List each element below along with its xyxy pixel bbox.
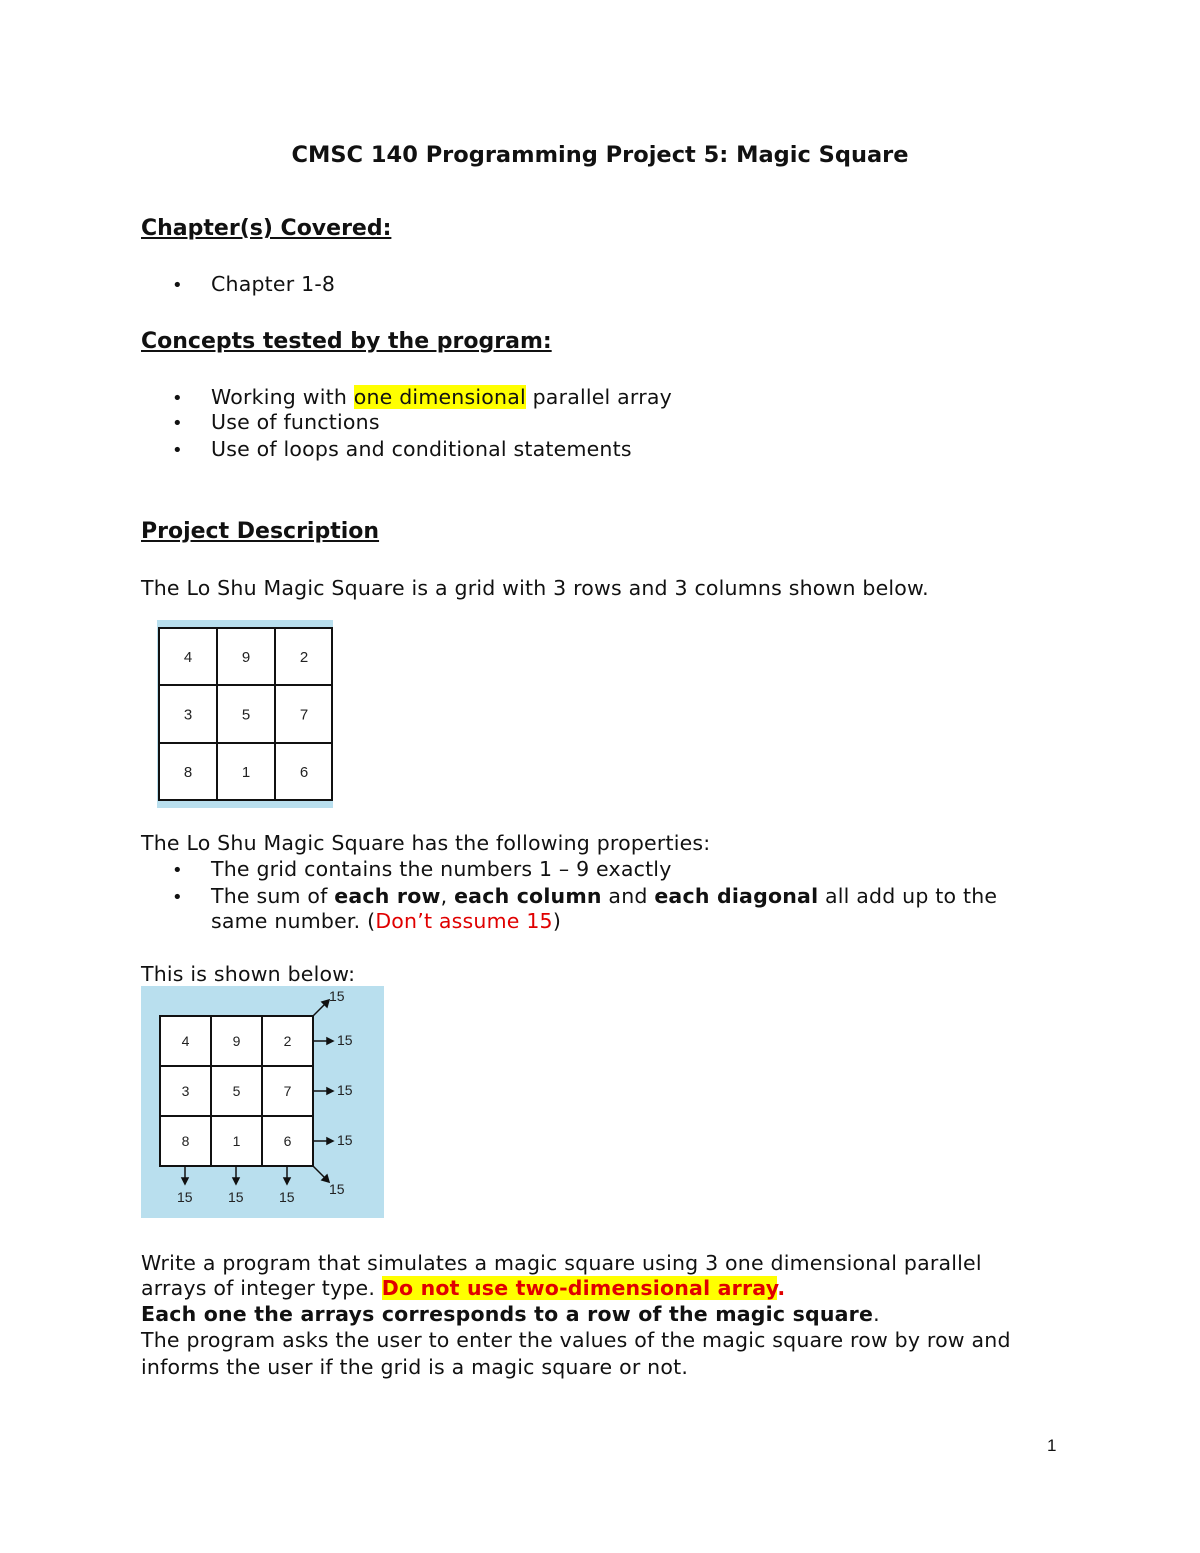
bullet-icon: • xyxy=(172,887,183,908)
grid-cell-value: 7 xyxy=(299,706,309,724)
property-2-continued xyxy=(211,909,561,933)
bold-text: each column xyxy=(454,884,602,908)
text: all add up to the xyxy=(818,884,998,908)
grid-cell-value: 4 xyxy=(183,648,193,666)
col-sum-label: 15 xyxy=(228,1189,244,1205)
description-intro: The Lo Shu Magic Square is a grid with 3 rows and 3 columns shown below. xyxy=(141,576,929,600)
grid-cell-value: 1 xyxy=(232,1133,241,1149)
paragraph-2 xyxy=(141,1302,880,1326)
bullet-icon: • xyxy=(172,388,183,409)
magic-square-sums-figure xyxy=(141,986,384,1218)
grid-cell-value: 3 xyxy=(181,1083,190,1099)
grid-cell-value: 8 xyxy=(183,763,193,781)
properties-intro: The Lo Shu Magic Square has the following properties: xyxy=(141,831,711,855)
text: ) xyxy=(552,909,562,933)
concept-text: parallel array xyxy=(525,385,672,409)
diag-sum-label: 15 xyxy=(329,988,345,1004)
bold-text: Each one the arrays corresponds to a row of the magic square xyxy=(141,1302,874,1326)
grid-cell-value: 8 xyxy=(181,1133,190,1149)
row-sum-label: 15 xyxy=(337,1132,353,1148)
bold-text: each row xyxy=(334,884,441,908)
text: and xyxy=(601,884,655,908)
concept-item-3: Use of loops and conditional statements xyxy=(211,437,632,461)
row-sum-label: 15 xyxy=(337,1082,353,1098)
grid-cell-value: 2 xyxy=(283,1033,292,1049)
col-sum-label: 15 xyxy=(279,1189,295,1205)
concepts-heading: Concepts tested by the program: xyxy=(141,329,552,354)
grid-cell-value: 6 xyxy=(299,763,309,781)
concept-item-1 xyxy=(211,385,672,409)
paragraph-3-line-2: informs the user if the grid is a magic square or not. xyxy=(141,1355,689,1379)
bold-text: each diagonal xyxy=(654,884,819,908)
grid-cell-value: 5 xyxy=(241,706,251,724)
description-heading: Project Description xyxy=(141,519,380,544)
property-2 xyxy=(211,884,997,908)
lo-shu-grid-figure xyxy=(157,620,333,808)
grid-cell-value: 7 xyxy=(283,1083,292,1099)
magic-square-sums-svg xyxy=(141,986,384,1218)
grid-cell-value: 5 xyxy=(232,1083,241,1099)
diag-sum-label: 15 xyxy=(329,1181,345,1197)
bullet-icon: • xyxy=(172,275,183,296)
grid-cell-value: 2 xyxy=(299,648,309,666)
lo-shu-grid-svg xyxy=(157,620,333,808)
shown-below: This is shown below: xyxy=(141,962,356,986)
bullet-icon: • xyxy=(172,413,183,434)
grid-cell-value: 6 xyxy=(283,1133,292,1149)
text: . xyxy=(777,1276,786,1300)
bullet-icon: • xyxy=(172,440,183,461)
bullet-icon: • xyxy=(172,860,183,881)
chapters-heading: Chapter(s) Covered: xyxy=(141,216,392,241)
grid-cell-value: 9 xyxy=(232,1033,241,1049)
chapter-item: Chapter 1-8 xyxy=(211,272,336,296)
concept-item-2: Use of functions xyxy=(211,410,380,434)
text: same number. ( xyxy=(211,909,376,933)
highlighted-text: one dimensional xyxy=(353,385,526,409)
paragraph-1-line-2 xyxy=(141,1276,785,1300)
grid-cell-value: 1 xyxy=(241,763,251,781)
row-sum-label: 15 xyxy=(337,1032,353,1048)
warning-text: Don’t assume 15 xyxy=(375,909,553,933)
text: The sum of xyxy=(211,884,335,908)
col-sum-label: 15 xyxy=(177,1189,193,1205)
grid-cell-value: 3 xyxy=(183,706,193,724)
grid-cell-value: 4 xyxy=(181,1033,190,1049)
page-title: CMSC 140 Programming Project 5: Magic Square xyxy=(291,142,909,168)
text: . xyxy=(873,1302,880,1326)
paragraph-3-line-1: The program asks the user to enter the values of the magic square row by row and xyxy=(141,1328,1011,1352)
text: , xyxy=(440,884,455,908)
property-1: The grid contains the numbers 1 – 9 exactly xyxy=(211,857,672,881)
page-number: 1 xyxy=(1047,1436,1057,1455)
text: arrays of integer type. xyxy=(141,1276,382,1300)
concept-text: Working with xyxy=(211,385,354,409)
warning-text: Do not use two-dimensional array xyxy=(381,1276,778,1300)
grid-cell-value: 9 xyxy=(241,648,251,666)
paragraph-1-line-1: Write a program that simulates a magic square using 3 one dimensional parallel xyxy=(141,1251,982,1275)
